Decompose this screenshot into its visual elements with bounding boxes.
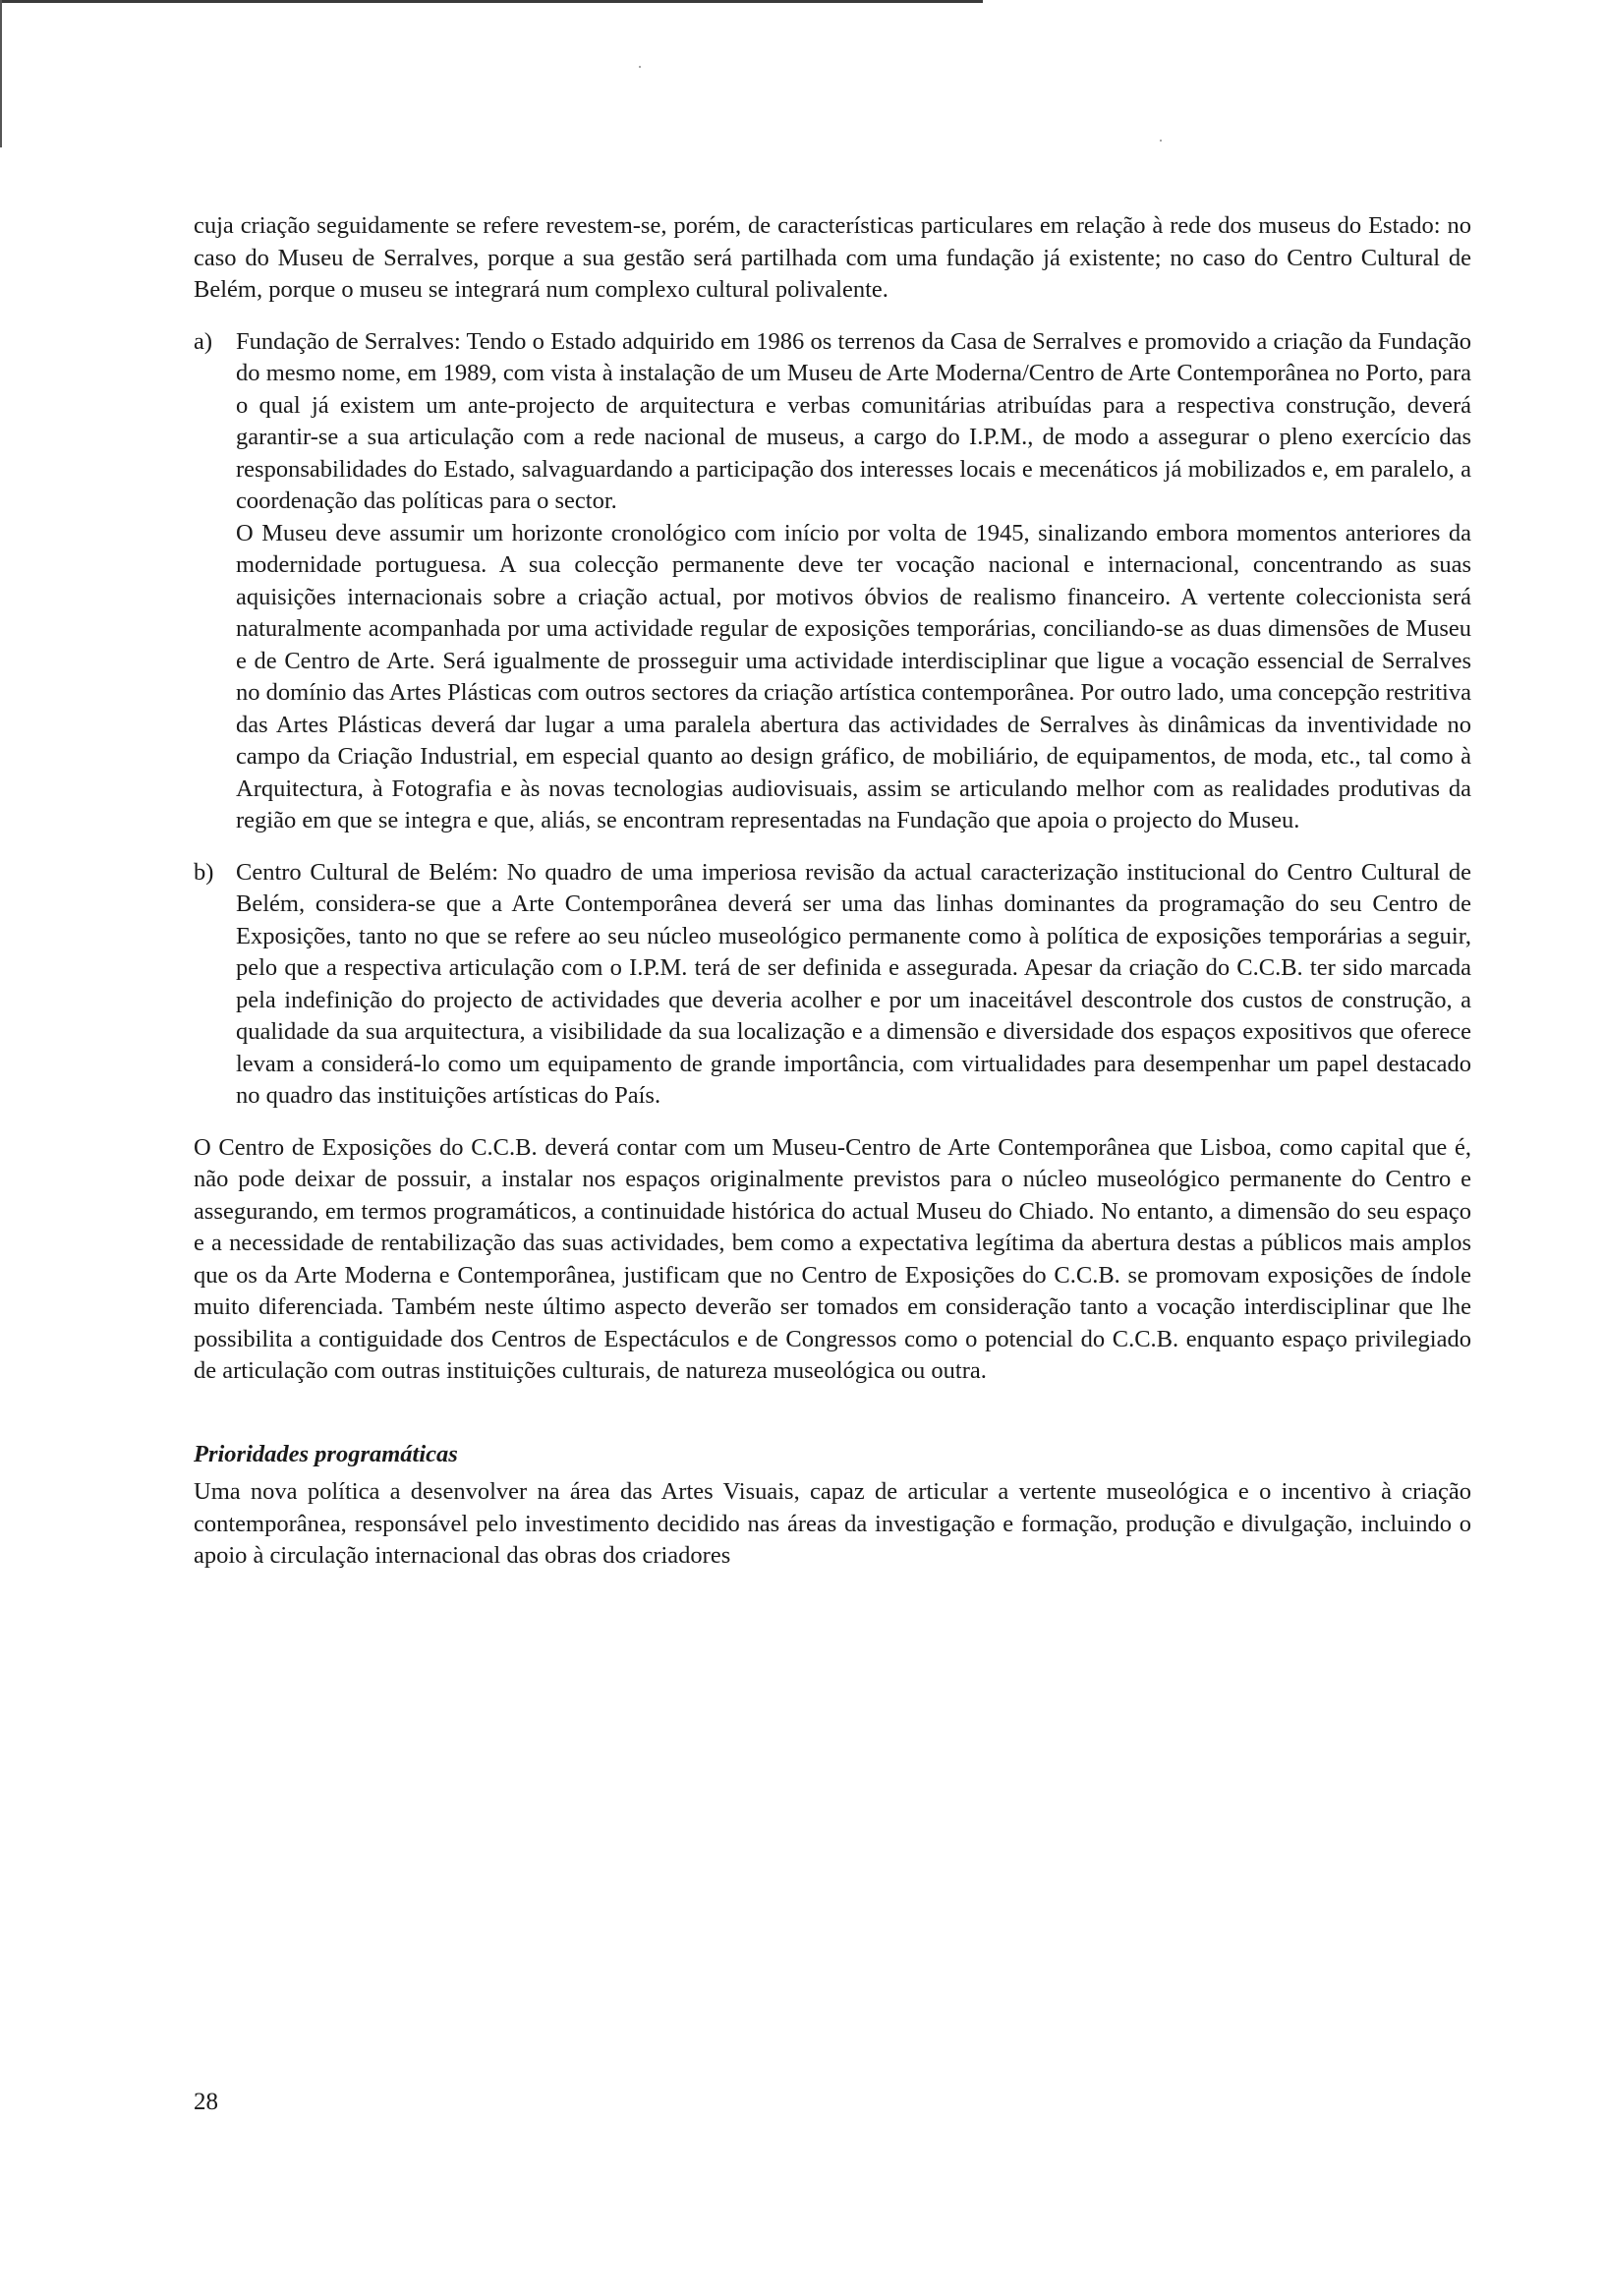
scan-speck (1160, 140, 1162, 142)
list-marker: b) (194, 858, 214, 886)
document-page (194, 210, 1471, 1573)
list-item-body (236, 326, 1471, 837)
intro-paragraph: cuja criação seguidamente se refere revestem-se, porém, de características particulares em relação à rede dos museus do Estado: no caso do Museu de Serralves, porque a sua gestão será partilhada com uma fundação já existente; no caso do Centro Cultural de Belém, porque o museu se integrará num complexo cultural polivalente. (194, 212, 1471, 303)
scan-edge-top (0, 0, 983, 3)
scan-edge-left (0, 0, 2, 147)
page-number: 28 (194, 2089, 218, 2115)
serralves-paragraph: Fundação de Serralves: Tendo o Estado adquirido em 1986 os terrenos da Casa de Serralves e promovido a criação da Fundação do mesmo nome, em 1989, com vista à instalação de um Museu de Arte Moderna/Centro de Arte Contemporânea no Porto, para o qual já existem um ante-projecto de arquitectura e verbas comunitárias atribuídas para a respectiva construção, deverá garantir-se a sua articulação com a rede nacional de museus, a cargo do I.P.M., de modo a assegurar o pleno exercício das responsabilidades do Estado, salvaguardando a participação dos interesses locais e mecenáticos já mobilizados e, em paralelo, a coordenação das políticas para o sector. (236, 327, 1471, 514)
ccb-paragraph: O Centro de Exposições do C.C.B. deverá contar com um Museu-Centro de Arte Contemporânea que Lisboa, como capital que é, não pode deixar de possuir, a instalar nos espaços originalmente previstos para o núcleo museológico permanente do Centro e assegurando, em termos programáticos, a continuidade histórica do actual Museu do Chiado. No entanto, a dimensão do seu espaço e a necessidade de rentabilização das suas actividades, bem como a expectativa legítima da abertura destas a públicos mais amplos que os da Arte Moderna e Contemporânea, justificam que no Centro de Exposições do C.C.B. se promovam exposições de índole muito diferenciada. Também neste último aspecto deverão ser tomados em consideração tanto a vocação interdisciplinar que lhe possibilita a contiguidade dos Centros de Espectáculos e de Congressos como o potencial do C.C.B. enquanto espaço privilegiado de articulação com outras instituições culturais, de natureza museológica ou outra. (194, 1133, 1471, 1384)
section-paragraph: Uma nova política a desenvolver na área das Artes Visuais, capaz de articular a vertente museológica e o incentivo à criação contemporânea, responsável pelo investimento decidido nas áreas da investigação e formação, produção e divulgação, incluindo o apoio à circulação internacional das obras dos criadores (194, 1478, 1471, 1569)
scan-speck (639, 66, 641, 68)
list-item-body (236, 857, 1471, 1113)
belem-paragraph: Centro Cultural de Belém: No quadro de uma imperiosa revisão da actual caracterização institucional do Centro Cultural de Belém, considera-se que a Arte Contemporânea deverá ser uma das linhas dominantes da programação do seu Centro de Exposições, tanto no que se refere ao seu núcleo museológico permanente como à política de exposições temporárias a seguir, pelo que a respectiva articulação com o I.P.M. terá de ser definida e assegurada. Apesar da criação do C.C.B. ter sido marcada pela indefinição do projecto de actividades que deveria acolher e por um inaceitável descontrole dos custos de construção, a qualidade da sua arquitectura, a visibilidade da sua localização e a dimensão e diversidade dos espaços expositivos que oferece levam a considerá-lo como um equipamento de grande importância, com virtualidades para desempenhar um papel destacado no quadro das instituições artísticas do País. (236, 858, 1471, 1109)
list-marker: a) (194, 327, 213, 355)
museum-paragraph: O Museu deve assumir um horizonte cronológico com início por volta de 1945, sinalizando embora momentos anteriores da modernidade portuguesa. A sua colecção permanente deve ter vocação nacional e internacional, concentrando as suas aquisições internacionais sobre a criação actual, por motivos óbvios de realismo financeiro. A vertente coleccionista será naturalmente acompanhada por uma actividade regular de exposições temporárias, conciliando-se as duas dimensões de Museu e de Centro de Arte. Será igualmente de prosseguir uma actividade interdisciplinar que ligue a vocação essencial de Serralves no domínio das Artes Plásticas com outros sectores da criação artística contemporânea. Por outro lado, uma concepção restritiva das Artes Plásticas deverá dar lugar a uma paralela abertura das actividades de Serralves às dinâmicas da inventividade no campo da Criação Industrial, em especial quanto ao design gráfico, de mobiliário, de equipamentos, de moda, etc., tal como à Arquitectura, à Fotografia e às novas tecnologias audiovisuais, assim se articulando melhor com as realidades produtivas da região em que se integra e que, aliás, se encontram representadas na Fundação que apoia o projecto do Museu. (236, 519, 1471, 833)
section-heading: Prioridades programáticas (194, 1440, 458, 1467)
list-item-serralves (194, 326, 1471, 837)
list-item-belem (194, 857, 1471, 1113)
